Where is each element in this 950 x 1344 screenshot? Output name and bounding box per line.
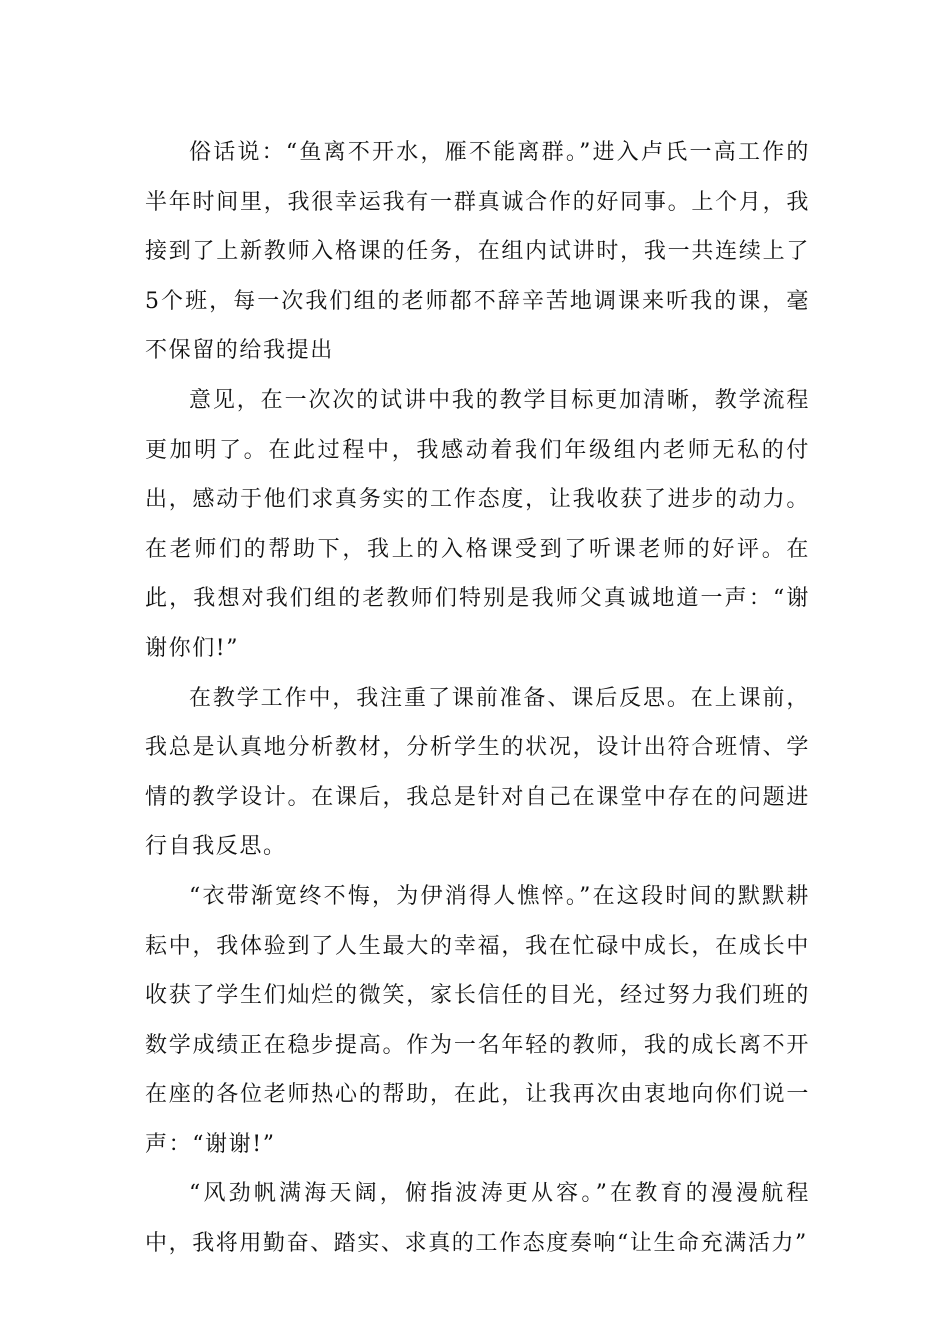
paragraph-2: 意见，在一次次的试讲中我的教学目标更加清晰，教学流程更加明了。在此过程中，我感动着我们年级组内老师无私的付出，感动于他们求真务实的工作态度，让我收获了进步的动力。在老师们的帮助下，我上的入格课受到了听课老师的好评。在此，我想对我们组的老教师们特别是我师父真诚地道一声：“谢谢你们!” — [145, 387, 810, 661]
paragraph-1: 俗话说：“鱼离不开水，雁不能离群。”进入卢氏一高工作的半年时间里，我很幸运我有一群真诚合作的好同事。上个月，我接到了上新教师入格课的任务，在组内试讲时，我一共连续上了5个班，每一次我们组的老师都不辞辛苦地调课来听我的课，毫不保留的给我提出 — [145, 140, 810, 364]
paragraph-3: 在教学工作中，我注重了课前准备、课后反思。在上课前，我总是认真地分析教材，分析学生的状况，设计出符合班情、学情的教学设计。在课后，我总是针对自己在课堂中存在的问题进行自我反思。 — [145, 685, 810, 860]
paragraph-4: “衣带渐宽终不悔，为伊消得人憔悴。”在这段时间的默默耕耘中，我体验到了人生最大的幸福，我在忙碌中成长，在成长中收获了学生们灿烂的微笑，家长信任的目光，经过努力我们班的数学成绩正在稳步提高。作为一名年轻的教师，我的成长离不开在座的各位老师热心的帮助，在此，让我再次由衷地向你们说一声：“谢谢!” — [145, 883, 810, 1157]
document-body — [145, 128, 810, 1269]
paragraph-5: “风劲帆满海天阔，俯指波涛更从容。”在教育的漫漫航程中，我将用勤奋、踏实、求真的工作态度奏响“让生命充满活力” — [145, 1181, 810, 1257]
